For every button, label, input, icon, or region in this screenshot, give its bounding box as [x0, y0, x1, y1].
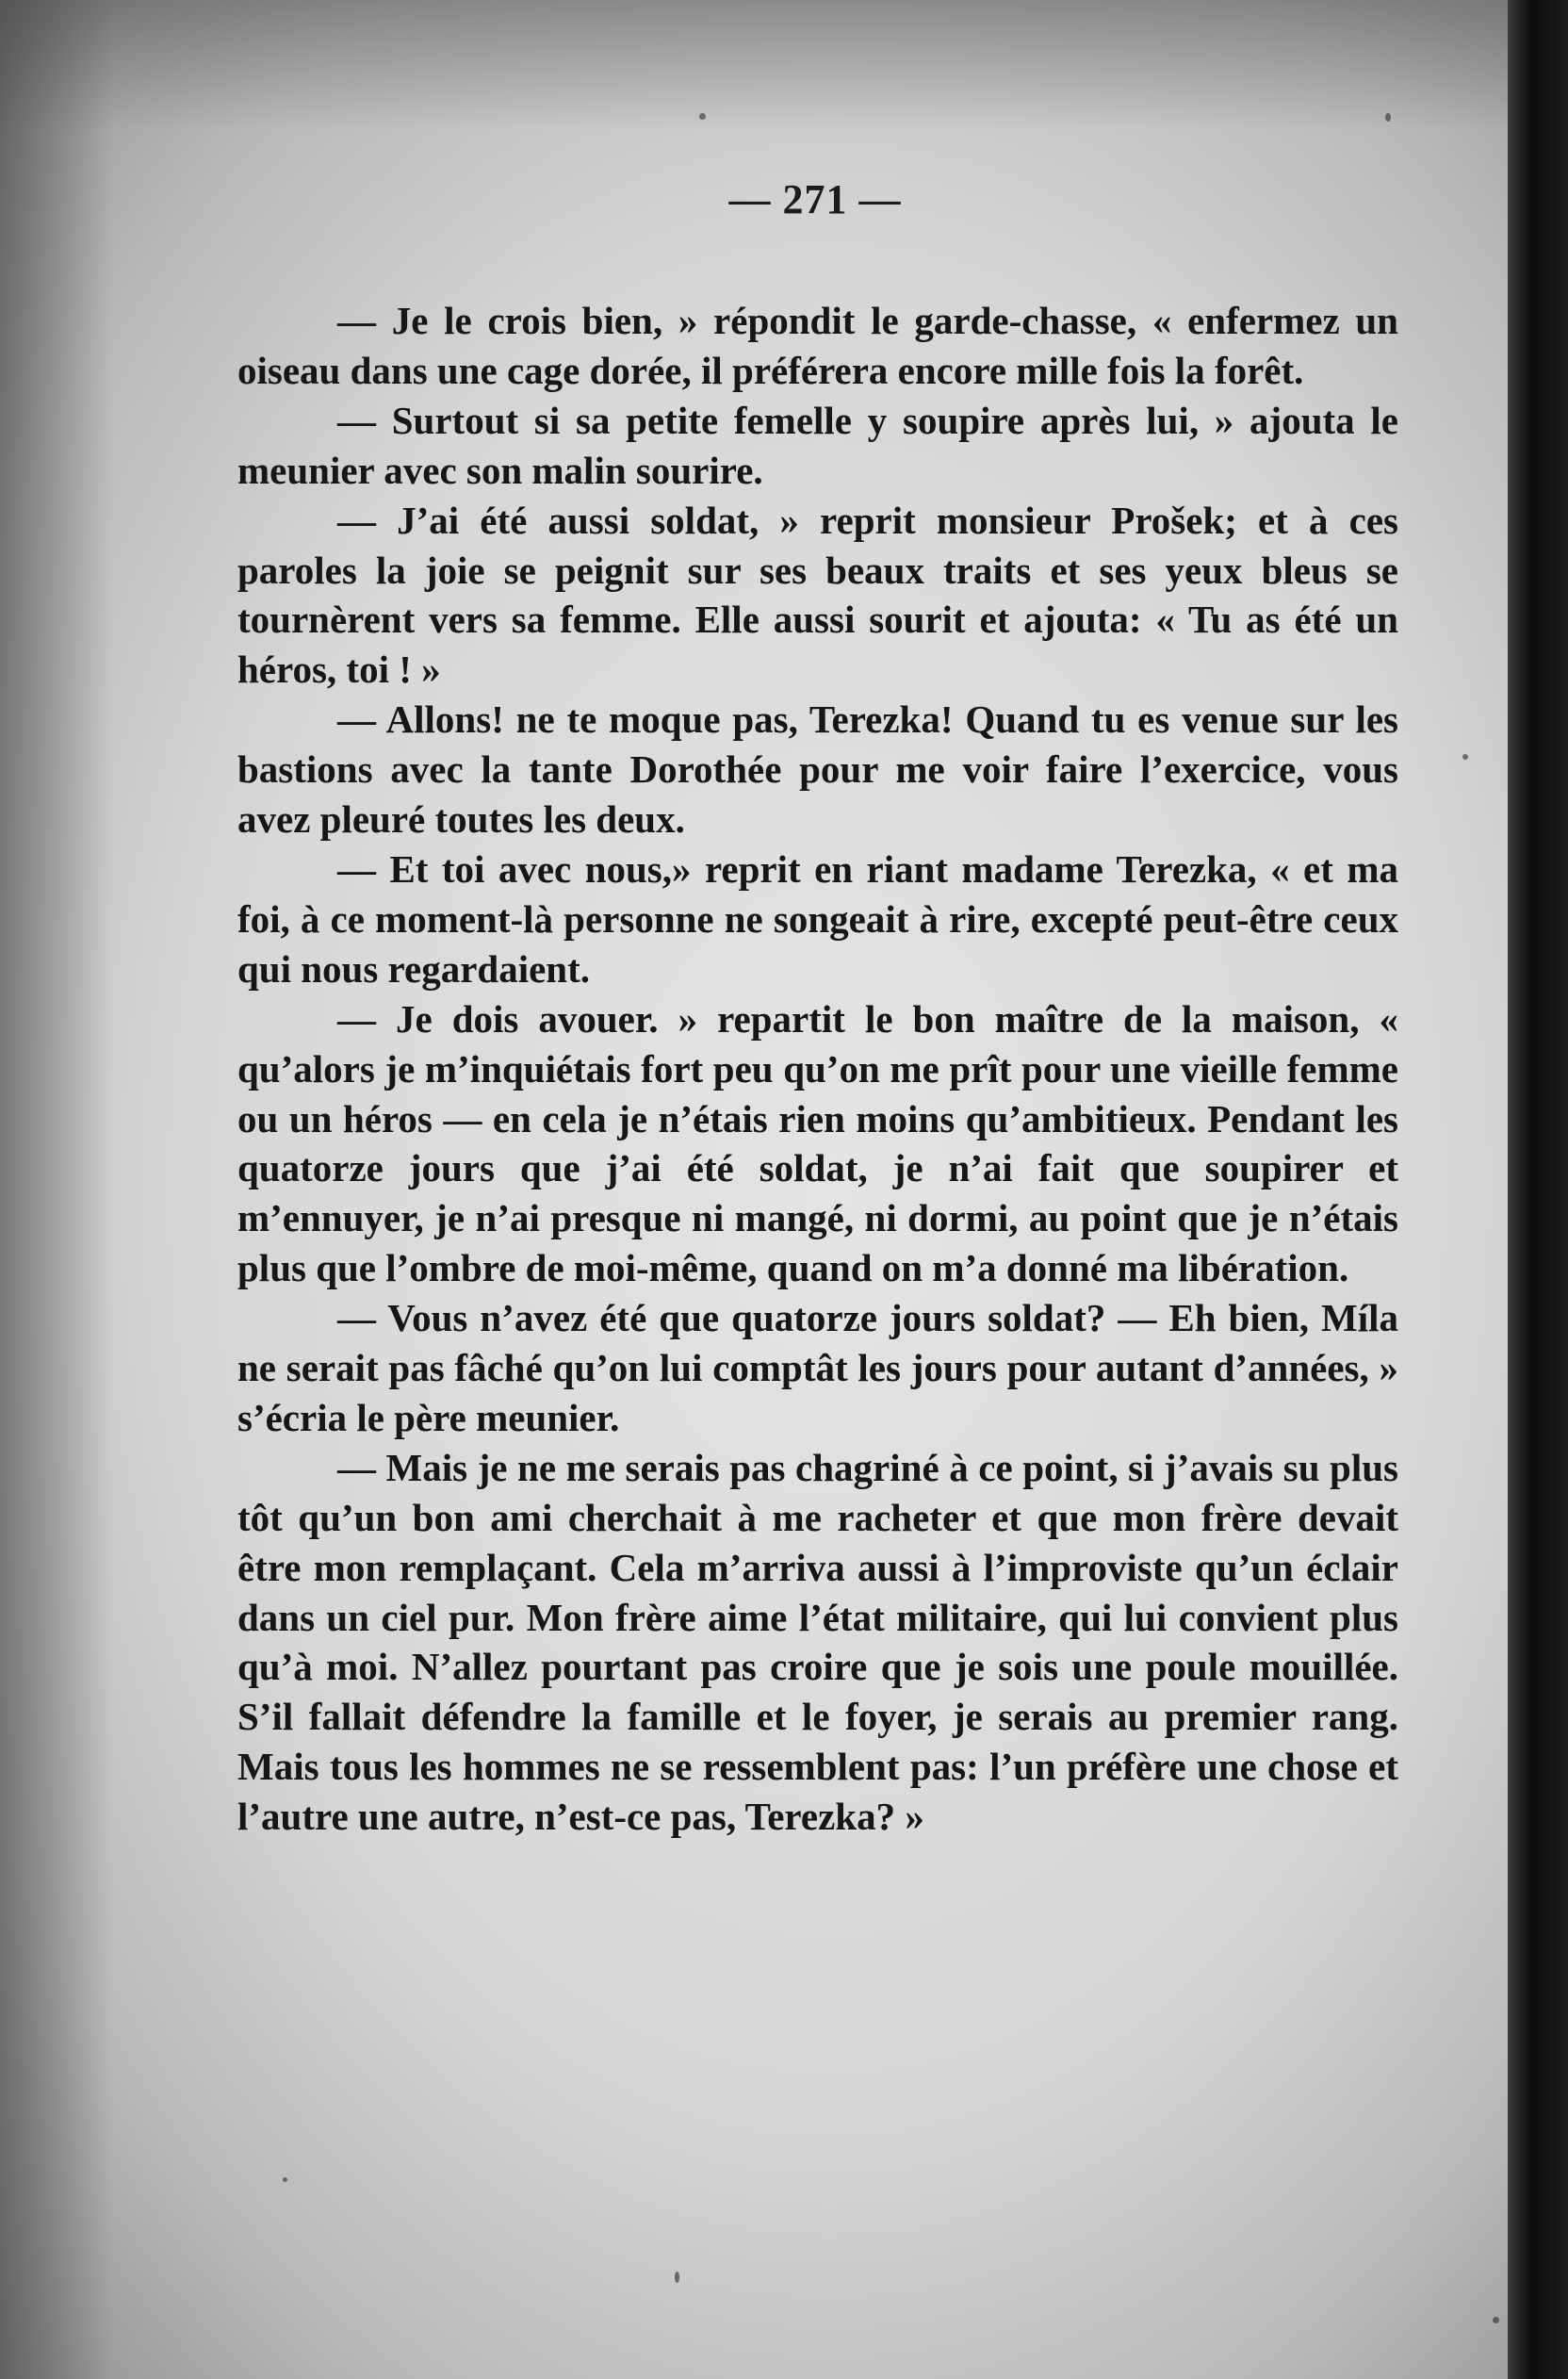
page-number: — 271 —: [728, 176, 902, 222]
paragraph: — Je dois avouer. » repartit le bon maître de la maison, « qu’alors je m’inquiétais fort peu qu’on me prît pour une vieille femme ou un héros — en cela je n’étais rien moins qu’ambitieux. Pendant les quatorze jours que j’ai été soldat, je n’ai fait que soupirer et m’ennuyer, je n’ai presque ni mangé, ni dormi, au point que je n’étais plus que l’ombre de moi-même, quand on m’a donné ma libération.: [237, 996, 1398, 1290]
ink-speck: [1493, 2317, 1499, 2323]
ink-speck: [675, 2272, 679, 2283]
paragraph: — Vous n’avez été que quatorze jours soldat? — Eh bien, Míla ne serait pas fâché qu’on lui comptât les jours pour autant d’années, » s’écria le père meunier.: [237, 1296, 1398, 1439]
paragraph: — J’ai été aussi soldat, » reprit monsieur Prošek; et à ces paroles la joie se peignit sur ses beaux traits et ses yeux bleus se tournèrent vers sa femme. Elle aussi sourit et ajouta: « Tu as été un héros, toi ! »: [237, 498, 1398, 692]
page-body: [237, 296, 1398, 1842]
paragraph: — Et toi avec nous,» reprit en riant madame Terezka, « et ma foi, à ce moment-là personne ne songeait à rire, excepté peut-être ceux qui nous regardaient.: [237, 846, 1398, 991]
ink-speck: [699, 113, 706, 120]
ink-speck: [1462, 754, 1468, 760]
paragraph: — Surtout si sa petite femelle y soupire après lui, » ajouta le meunier avec son malin sourire.: [237, 398, 1398, 492]
ink-speck: [1385, 113, 1391, 122]
book-binding-shadow: [1508, 0, 1568, 2379]
paragraph: — Mais je ne me serais pas chagriné à ce point, si j’avais su plus tôt qu’un bon ami cherchait à me racheter et que mon frère devait être mon remplaçant. Cela m’arriva aussi à l’improviste qu’un éclair dans un ciel pur. Mon frère aime l’état militaire, qui lui convient plus qu’à moi. N’allez pourtant pas croire que je sois une poule mouillée. S’il fallait défendre la famille et le foyer, je serais au premier rang. Mais tous les hommes ne se ressemblent pas: l’un préfère une chose et l’autre une autre, n’est-ce pas, Terezka? »: [237, 1445, 1398, 1839]
ink-speck: [283, 2177, 287, 2182]
paragraph: — Allons! ne te moque pas, Terezka! Quand tu es venue sur les bastions avec la tante Dorothée pour me voir faire l’exercice, vous avez pleuré toutes les deux.: [237, 697, 1398, 842]
paragraph: — Je le crois bien, » répondit le garde-chasse, « enfermez un oiseau dans une cage dorée, il préférera encore mille fois la forêt.: [237, 299, 1398, 392]
